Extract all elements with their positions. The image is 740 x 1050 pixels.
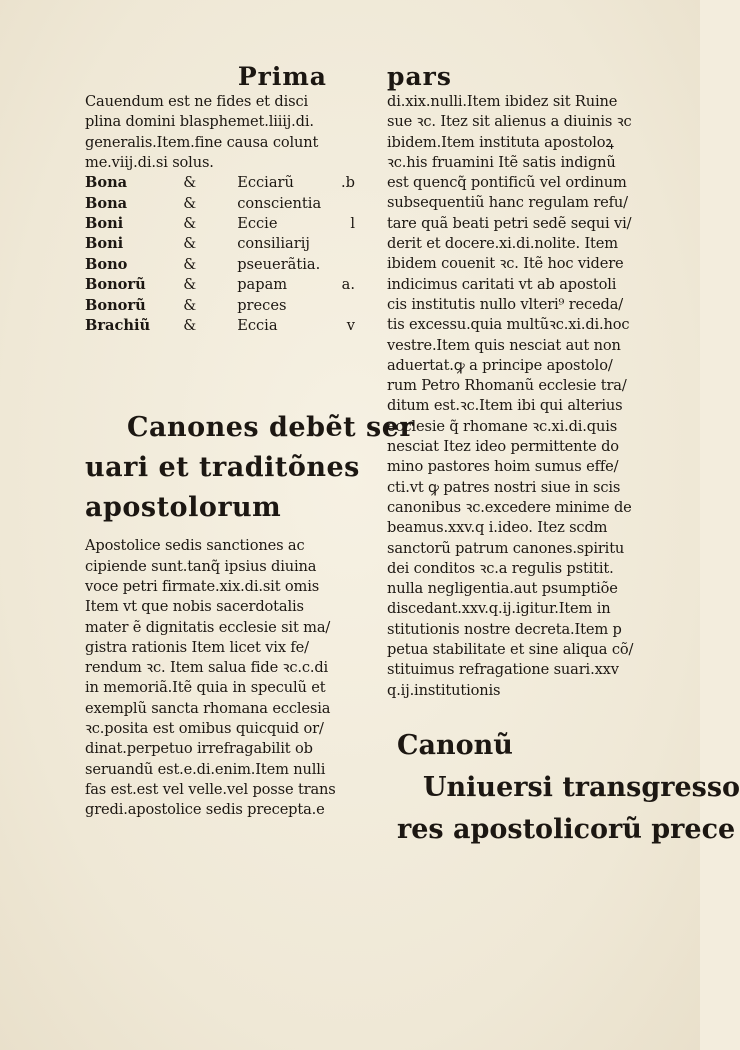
- table-cell: Boni: [85, 214, 124, 232]
- text-line: est quencq̃ pontificũ vel ordinum: [387, 174, 627, 192]
- table-cell: Bonorũ: [85, 276, 146, 294]
- table-cell: papam: [237, 276, 288, 294]
- text-line: ditum est.ꝛc.Item ibi qui alterius: [387, 397, 623, 415]
- text-line: generalis.Item.fine causa colunt: [85, 133, 319, 151]
- text-line: petua stabilitate et sine aliqua cõ/: [387, 641, 634, 659]
- section-title-line: Canonũ: [397, 729, 513, 761]
- text-line: subsequentiũ hanc regulam refu/: [387, 194, 628, 212]
- text-line: cipiende sunt.tanq̃ ipsius diuina: [85, 557, 317, 575]
- text-line: rum Petro Rhomanũ ecclesie tra/: [387, 377, 627, 395]
- text-line: sue ꝛc. Itez sit alienus a diuinis ꝛc: [387, 113, 632, 131]
- text-line: plina domini blasphemet.liiij.di.: [85, 113, 314, 131]
- blank-space: [387, 701, 659, 725]
- section-title-line: uari et traditõnes: [85, 452, 360, 484]
- blank-space: [85, 336, 355, 408]
- table-cell: Bona: [85, 194, 128, 212]
- text-line: voce petri firmate.xix.di.sit omis: [85, 577, 320, 595]
- text-line: gredi.apostolice sedis precepta.e: [85, 801, 325, 819]
- text-line: dei conditos ꝛc.a regulis pstitit.: [387, 559, 614, 577]
- table-cell: [335, 194, 355, 214]
- section-title-right: [387, 725, 740, 851]
- table-cell: &: [183, 235, 197, 253]
- text-line: ꝛc.posita est omibus quicquid or/: [85, 719, 324, 737]
- left-column: [85, 62, 415, 820]
- table-row: [85, 255, 355, 275]
- text-line: sanctorũ patrum canones.spiritu: [387, 539, 625, 557]
- table-cell: l: [350, 214, 356, 232]
- text-line: discedant.xxv.q.ij.igitur.Item in: [387, 600, 611, 618]
- text-line: rendum ꝛc. Item salua fide ꝛc.c.di: [85, 659, 329, 677]
- text-line: Apostolice sedis sanctiones ac: [85, 537, 305, 555]
- table-cell: v: [346, 316, 356, 334]
- text-line: nesciat Itez ideo permittente do: [387, 438, 619, 456]
- text-line: vestre.Item quis nesciat aut non: [387, 336, 621, 354]
- section-title-line: res apostolicorũ prece: [397, 813, 736, 845]
- table-cell: preces: [237, 296, 287, 314]
- text-line: Cauendum est ne fides et disci: [85, 93, 308, 110]
- table-cell: &: [183, 194, 197, 212]
- table-cell: Ecciarũ: [237, 174, 294, 192]
- text-line: me.viij.di.si solus.: [85, 153, 214, 171]
- text-line: seruandũ est.e.di.enim.Item nulli: [85, 760, 326, 778]
- table-cell: a.: [341, 276, 356, 294]
- table-cell: &: [183, 174, 197, 192]
- table-row: [85, 173, 355, 193]
- text-line: di.xix.nulli.Item ibidez sit Ruine: [387, 93, 618, 110]
- text-line: in memoriã.Itẽ quia in speculũ et: [85, 679, 326, 697]
- table-cell: &: [183, 214, 197, 232]
- text-line: beamus.xxv.q i.ideo. Itez scdm: [387, 519, 608, 537]
- text-line: cti.vt ꝙ patres nostri siue in scis: [387, 478, 621, 496]
- body-paragraph-right: [387, 92, 659, 701]
- index-table: [85, 173, 355, 336]
- table-row: [85, 234, 355, 254]
- table-row: [85, 275, 355, 295]
- table-cell: Boni: [85, 235, 124, 253]
- text-line: fas est.est vel velle.vel posse trans: [85, 780, 336, 798]
- section-title-left: [85, 408, 415, 528]
- table-cell: &: [183, 296, 197, 314]
- table-cell: Bonorũ: [85, 296, 146, 314]
- text-line: ecclesie q̃ rhomane ꝛc.xi.di.quis: [387, 417, 618, 435]
- text-line: dinat.perpetuo irrefragabilit ob: [85, 740, 313, 758]
- table-cell: Bono: [85, 255, 128, 273]
- running-heading-right: pars: [387, 62, 452, 91]
- text-line: indicimus caritati vt ab apostoli: [387, 275, 617, 293]
- section-title-line: apostolorum: [85, 492, 282, 524]
- text-line: tis excessu.quia multũꝛc.xi.di.hoc: [387, 316, 630, 334]
- text-line: cis institutis nullo vlteri⁹ receda/: [387, 295, 624, 313]
- table-cell: consiliarij: [237, 235, 310, 253]
- table-cell: &: [183, 255, 197, 273]
- table-cell: pseuerãtia.: [237, 255, 321, 273]
- text-line: q.ij.institutionis: [387, 681, 501, 699]
- table-cell: conscientia: [237, 194, 322, 212]
- intro-paragraph: [85, 92, 355, 173]
- text-line: tare quã beati petri sedẽ sequi vi/: [387, 214, 632, 232]
- table-cell: Bona: [85, 174, 128, 192]
- table-row: [85, 194, 355, 214]
- text-line: ibidem.Item instituta apostoloꝝ: [387, 133, 614, 151]
- table-cell: &: [183, 276, 197, 294]
- table-cell: Brachiũ: [85, 316, 151, 334]
- text-line: mater ẽ dignitatis ecclesie sit ma/: [85, 618, 331, 636]
- text-line: aduertat.ꝙ a principe apostolo/: [387, 356, 613, 374]
- table-cell: .b: [341, 174, 356, 192]
- table-row: [85, 296, 355, 316]
- table-cell: [335, 296, 355, 316]
- text-line: ibidem couenit ꝛc. Itẽ hoc videre: [387, 255, 624, 273]
- table-cell: &: [183, 316, 197, 334]
- table-row: [85, 214, 355, 234]
- table-cell: [335, 255, 355, 275]
- table-cell: Eccie: [237, 214, 278, 232]
- running-heading-left: Prima: [237, 62, 327, 91]
- text-line: derit et docere.xi.di.nolite. Item: [387, 235, 618, 253]
- text-line: exemplũ sancta rhomana ecclesia: [85, 699, 331, 717]
- text-line: stituimus refragatione suari.xxv: [387, 661, 619, 679]
- text-line: ꝛc.his fruamini Itẽ satis indignũ: [387, 153, 616, 171]
- text-line: Item vt que nobis sacerdotalis: [85, 598, 304, 616]
- table-cell: Eccia: [237, 316, 278, 334]
- text-line: canonibus ꝛc.excedere minime de: [387, 498, 632, 516]
- body-paragraph-left: [85, 536, 355, 820]
- text-line: stitutionis nostre decreta.Item p: [387, 620, 622, 638]
- text-line: mino pastores hoim sumus effe/: [387, 458, 619, 476]
- text-line: nulla negligentia.aut psumptiõe: [387, 580, 618, 598]
- text-line: gistra rationis Item licet vix fe/: [85, 638, 309, 656]
- section-title-line: Uniuersi transgresso: [423, 771, 740, 803]
- right-column: [387, 62, 740, 851]
- table-cell: [335, 234, 355, 254]
- table-row: [85, 316, 355, 336]
- section-title-line: Canones debẽt ser: [127, 412, 415, 444]
